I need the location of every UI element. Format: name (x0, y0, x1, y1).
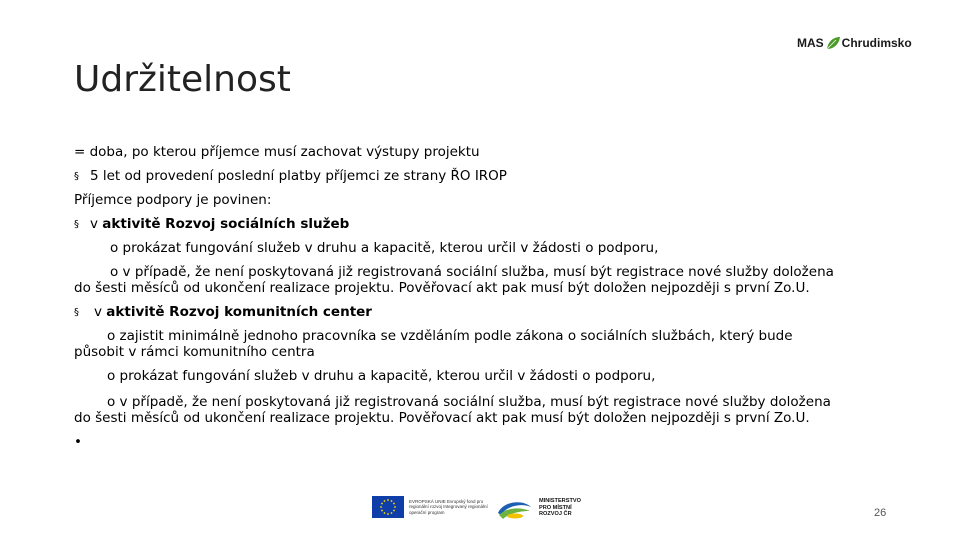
sub-item-continuation: působit v rámci komunitního centra (74, 344, 315, 360)
eu-logo-text: EVROPSKÁ UNIE Evropský fond pro regionální rozvoj Integrovaný regionální operační program (409, 498, 488, 515)
logo-mas-text: MAS (797, 36, 824, 50)
bullet-item (74, 216, 349, 233)
ministry-emblem-icon (495, 497, 533, 523)
obligation-heading: Příjemce podpory je povinen: (74, 192, 272, 208)
bullet-prefix: v (90, 216, 103, 232)
sub-item-continuation: do šesti měsíců od ukončení realizace projektu. Pověřovací akt pak musí být doložen nejpozději s první Zo.U. (74, 280, 810, 296)
ministry-line: PRO MÍSTNÍ (539, 504, 572, 511)
bullet-icon: § (74, 307, 79, 318)
bullet-item (74, 304, 372, 321)
sub-item: o prokázat fungování služeb v druhu a kapacitě, kterou určil v žádosti o podporu, (107, 368, 656, 384)
ministry-line: ROZVOJ ČR (539, 511, 572, 518)
leaf-icon (825, 35, 841, 51)
eu-flag-icon (372, 496, 404, 518)
sub-item: o v případě, že není poskytovaná již registrovaná sociální služba, musí být registrace nové služby doložena (107, 394, 831, 410)
page-number: 26 (874, 507, 887, 519)
bullet-prefix: v (94, 304, 107, 320)
slide-title: Udržitelnost (74, 59, 291, 100)
sub-item: o prokázat fungování služeb v druhu a kapacitě, kterou určil v žádosti o podporu, (110, 240, 659, 256)
ministry-line: MINISTERSTVO (539, 498, 581, 504)
sub-item: o v případě, že není poskytovaná již registrovaná sociální služba, musí být registrace nové služby doložena (110, 264, 834, 280)
sub-item: o zajistit minimálně jednoho pracovníka se vzděláním podle zákona o sociálních službách, který bude (107, 328, 793, 344)
bullet-icon: § (74, 219, 79, 230)
activity-community-centers: aktivitě Rozvoj komunitních center (106, 304, 372, 320)
definition-line: = doba, po kterou příjemce musí zachovat výstupy projektu (74, 144, 480, 160)
logo-name-text: Chrudimsko (841, 36, 912, 50)
ministry-logo-text (539, 498, 581, 518)
mas-chrudimsko-logo (797, 32, 912, 54)
sub-item-continuation: do šesti měsíců od ukončení realizace projektu. Pověřovací akt pak musí být doložen nejpozději s první Zo.U. (74, 410, 810, 426)
bullet-item (74, 168, 507, 185)
empty-bullet: • (74, 434, 82, 450)
eu-logo (372, 496, 491, 518)
activity-social-services: aktivitě Rozvoj sociálních služeb (102, 216, 350, 232)
bullet-text: 5 let od provedení poslední platby příjemci ze strany ŘO IROP (90, 168, 507, 184)
bullet-icon: § (74, 171, 79, 182)
